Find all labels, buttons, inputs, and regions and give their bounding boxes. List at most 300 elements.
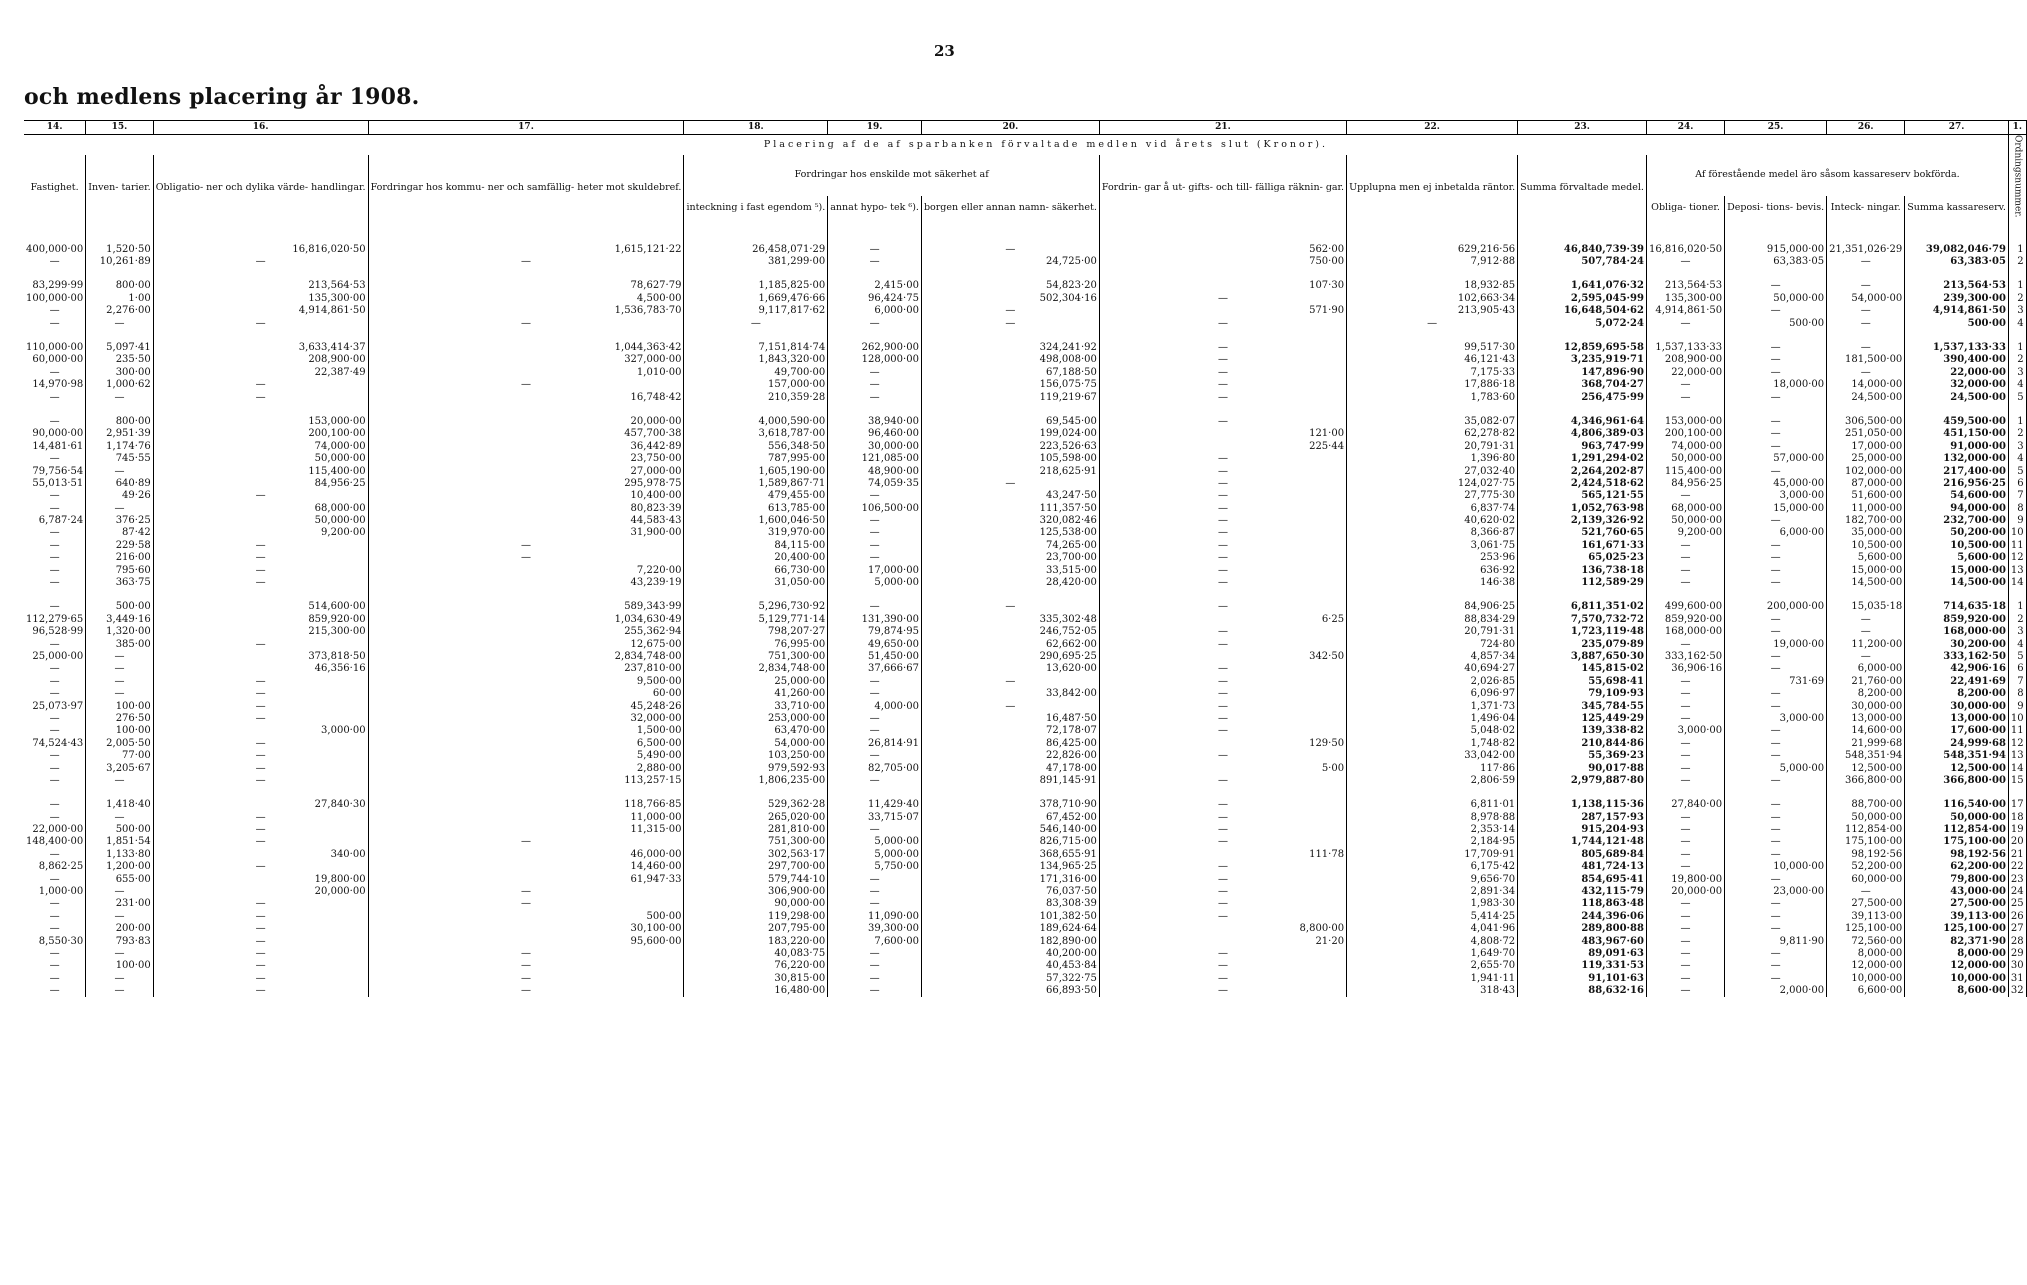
table-cell: 1,496·04 [1347, 712, 1518, 724]
table-cell: — [153, 317, 368, 329]
table-cell: 14 [2008, 762, 2026, 774]
table-cell: — [828, 687, 922, 699]
table-cell: 1 [2008, 280, 2026, 292]
table-cell: 10,500·00 [1827, 539, 1905, 551]
table-cell: — [1099, 774, 1346, 786]
table-cell: — [828, 749, 922, 761]
table-cell: 84,115·00 [684, 539, 828, 551]
table-cell: 1,669,476·66 [684, 292, 828, 304]
table-cell: — [828, 527, 922, 539]
table-cell: — [86, 885, 153, 897]
table-cell: 5,000·00 [1725, 762, 1827, 774]
table-cell: — [153, 712, 368, 724]
table-row [24, 440, 2026, 452]
table-cell: 499,600·00 [1646, 601, 1724, 613]
table-cell: — [1725, 539, 1827, 551]
table-cell: 1,537,133·33 [1646, 341, 1724, 353]
table-cell: 48,900·00 [828, 465, 922, 477]
table-cell: 636·92 [1347, 564, 1518, 576]
table-cell: — [86, 774, 153, 786]
table-cell: 1,000·62 [86, 378, 153, 390]
table-cell: 2,891·34 [1347, 885, 1518, 897]
table-cell: 1 [2008, 415, 2026, 427]
table-cell: 12,000·00 [1827, 960, 1905, 972]
table-cell: 859,920·00 [1905, 613, 2009, 625]
table-cell: 251,050·00 [1827, 428, 1905, 440]
table-cell: — [368, 836, 684, 848]
table-row [24, 552, 2026, 564]
table-cell: 153,000·00 [153, 415, 368, 427]
table-cell: — [153, 923, 368, 935]
table-cell: 11,090·00 [828, 910, 922, 922]
table-cell: 33,515·00 [921, 564, 1099, 576]
table-cell: 102,663·34 [1347, 292, 1518, 304]
table-cell: 199,024·00 [921, 428, 1099, 440]
table-cell: 207,795·00 [684, 923, 828, 935]
table-cell: 68,000·00 [153, 502, 368, 514]
table-cell: — [153, 960, 368, 972]
table-cell: 562·00 [1099, 243, 1346, 255]
table-row [24, 305, 2026, 317]
table-cell: — [1827, 317, 1905, 329]
table-cell: 52,200·00 [1827, 861, 1905, 873]
table-cell: 116,540·00 [1905, 799, 2009, 811]
table-cell: 99,517·30 [1347, 341, 1518, 353]
table-cell: — [1646, 947, 1724, 959]
table-cell: 1,748·82 [1347, 737, 1518, 749]
table-cell: 18,000·00 [1725, 378, 1827, 390]
table-cell: 55,698·41 [1518, 675, 1647, 687]
table-cell: — [1646, 552, 1724, 564]
table-cell: — [1725, 663, 1827, 675]
table-cell: 74,000·00 [153, 440, 368, 452]
table-cell: 5,414·25 [1347, 910, 1518, 922]
table-cell: — [86, 650, 153, 662]
table-cell: 11 [2008, 725, 2026, 737]
table-cell: — [1099, 341, 1346, 353]
table-cell: — [1646, 564, 1724, 576]
table-cell: — [1646, 391, 1724, 403]
table-cell: — [1725, 440, 1827, 452]
table-cell: 35,000·00 [1827, 527, 1905, 539]
table-cell: 1,941·11 [1347, 972, 1518, 984]
table-cell: 751,300·00 [684, 650, 828, 662]
table-cell: 20,000·00 [1646, 885, 1724, 897]
table-row [24, 947, 2026, 959]
table-cell: — [1099, 700, 1346, 712]
table-cell: 61,947·33 [368, 873, 684, 885]
column-number: 24. [1646, 121, 1724, 135]
table-cell: 10,000·00 [1827, 972, 1905, 984]
table-cell: 161,671·33 [1518, 539, 1647, 551]
table-cell: 54,823·20 [921, 280, 1099, 292]
table-cell: 3,000·00 [1646, 725, 1724, 737]
table-cell: 3,887,650·30 [1518, 650, 1647, 662]
table-cell: 3,000·00 [1725, 490, 1827, 502]
table-cell: 500·00 [1905, 317, 2009, 329]
table-cell: 25 [2008, 898, 2026, 910]
table-cell: — [1725, 923, 1827, 935]
table-cell: — [24, 898, 86, 910]
table-cell: — [1725, 391, 1827, 403]
table-cell: 49,700·00 [684, 366, 828, 378]
table-cell: 800·00 [86, 280, 153, 292]
table-cell: 136,738·18 [1518, 564, 1647, 576]
table-row [24, 502, 2026, 514]
table-cell: — [24, 687, 86, 699]
table-cell: 579,744·10 [684, 873, 828, 885]
table-cell: 2,424,518·62 [1518, 477, 1647, 489]
table-cell: 20,000·00 [153, 885, 368, 897]
table-cell: 731·69 [1725, 675, 1827, 687]
table-cell: 385·00 [86, 638, 153, 650]
table-cell: 26 [2008, 910, 2026, 922]
table-row [24, 378, 2026, 390]
table-cell: 157,000·00 [684, 378, 828, 390]
table-cell: — [86, 675, 153, 687]
table-cell: 8 [2008, 502, 2026, 514]
table-cell: 2,834,748·00 [684, 663, 828, 675]
table-cell: 3,449·16 [86, 613, 153, 625]
table-cell: 39,300·00 [828, 923, 922, 935]
table-cell: 89,091·63 [1518, 947, 1647, 959]
table-cell: 39,113·00 [1827, 910, 1905, 922]
table-cell: — [1099, 514, 1346, 526]
table-row [24, 576, 2026, 588]
table-cell: — [1099, 490, 1346, 502]
table-cell: — [24, 799, 86, 811]
table-cell: — [1725, 725, 1827, 737]
table-cell: 5,600·00 [1827, 552, 1905, 564]
table-cell: — [153, 823, 368, 835]
table-cell: — [828, 898, 922, 910]
table-cell: 87,000·00 [1827, 477, 1905, 489]
table-cell: — [1725, 700, 1827, 712]
table-cell: 7 [2008, 490, 2026, 502]
table-cell: 55,369·23 [1518, 749, 1647, 761]
header-summa: Summa förvaltade medel. [1518, 155, 1647, 221]
table-cell: — [1725, 465, 1827, 477]
table-cell: 60·00 [368, 687, 684, 699]
table-cell: 15,000·00 [1725, 502, 1827, 514]
table-cell: 655·00 [86, 873, 153, 885]
table-cell: 11,200·00 [1827, 638, 1905, 650]
table-cell: 121,085·00 [828, 452, 922, 464]
table-cell: — [1646, 317, 1724, 329]
table-cell: 46,356·16 [153, 663, 368, 675]
table-cell: 125,538·00 [921, 527, 1099, 539]
table-cell: 213,564·53 [1905, 280, 2009, 292]
table-cell: 7,151,814·74 [684, 341, 828, 353]
table-cell: — [1099, 539, 1346, 551]
table-cell: 13,000·00 [1905, 712, 2009, 724]
table-cell: 100·00 [86, 960, 153, 972]
table-cell: 333,162·50 [1905, 650, 2009, 662]
table-cell: — [1099, 415, 1346, 427]
table-cell: 1,641,076·32 [1518, 280, 1647, 292]
table-cell: — [1646, 576, 1724, 588]
table-cell: — [1827, 613, 1905, 625]
table-cell: — [1646, 762, 1724, 774]
table-row [24, 873, 2026, 885]
table-cell: — [1099, 576, 1346, 588]
table-cell: 25,000·00 [24, 650, 86, 662]
table-cell: 30 [2008, 960, 2026, 972]
table-cell: 6,600·00 [1827, 984, 1905, 996]
table-row [24, 354, 2026, 366]
table-cell: — [1827, 255, 1905, 267]
table-cell: — [921, 601, 1099, 613]
table-cell: 102,000·00 [1827, 465, 1905, 477]
column-number: 26. [1827, 121, 1905, 135]
table-cell: — [86, 811, 153, 823]
table-cell: 14,500·00 [1905, 576, 2009, 588]
table-cell: — [24, 947, 86, 959]
table-cell: 20 [2008, 836, 2026, 848]
table-cell: — [1099, 638, 1346, 650]
table-cell: 22,000·00 [1905, 366, 2009, 378]
table-cell: 11,315·00 [368, 823, 684, 835]
table-cell: 208,900·00 [1646, 354, 1724, 366]
table-cell: 3 [2008, 440, 2026, 452]
table-cell: 27,000·00 [368, 465, 684, 477]
table-cell: 498,008·00 [921, 354, 1099, 366]
table-cell: 25,073·97 [24, 700, 86, 712]
table-cell: 26,814·91 [828, 737, 922, 749]
table-cell: 500·00 [86, 601, 153, 613]
table-cell: 5,296,730·92 [684, 601, 828, 613]
table-cell: 432,115·79 [1518, 885, 1647, 897]
table-cell: 20,791·31 [1347, 440, 1518, 452]
table-cell: 2 [2008, 255, 2026, 267]
table-cell: 714,635·18 [1905, 601, 2009, 613]
table-cell: — [153, 910, 368, 922]
table-cell: — [921, 305, 1099, 317]
table-cell: 1,520·50 [86, 243, 153, 255]
table-row [24, 972, 2026, 984]
table-cell: 613,785·00 [684, 502, 828, 514]
table-cell: — [1725, 650, 1827, 662]
table-cell: 14,481·61 [24, 440, 86, 452]
table-cell: 88,700·00 [1827, 799, 1905, 811]
table-cell: 200,100·00 [153, 428, 368, 440]
table-cell: — [153, 972, 368, 984]
table-cell: 9,200·00 [1646, 527, 1724, 539]
table-cell: 1,138,115·36 [1518, 799, 1647, 811]
table-cell: 229·58 [86, 539, 153, 551]
table-cell: 231·00 [86, 898, 153, 910]
table-cell: 74,059·35 [828, 477, 922, 489]
table-cell: 72,560·00 [1827, 935, 1905, 947]
table-cell: 320,082·46 [921, 514, 1099, 526]
table-cell: — [1099, 366, 1346, 378]
table-cell: — [86, 391, 153, 403]
table-cell: 213,564·53 [153, 280, 368, 292]
table-cell: 139,338·82 [1518, 725, 1647, 737]
table-cell: 2,979,887·80 [1518, 774, 1647, 786]
table-cell: 40,200·00 [921, 947, 1099, 959]
table-cell: 1,034,630·49 [368, 613, 684, 625]
table-cell: — [153, 687, 368, 699]
table-cell: — [1725, 354, 1827, 366]
table-cell: 7,220·00 [368, 564, 684, 576]
table-cell: 39,082,046·79 [1905, 243, 2009, 255]
table-cell: 750·00 [1099, 255, 1346, 267]
column-number: 16. [153, 121, 368, 135]
table-cell: 724·80 [1347, 638, 1518, 650]
table-cell: — [1646, 737, 1724, 749]
table-cell: — [24, 762, 86, 774]
table-cell: 1,744,121·48 [1518, 836, 1647, 848]
table-cell: 327,000·00 [368, 354, 684, 366]
group-spacer [24, 329, 2026, 341]
table-cell: 368,704·27 [1518, 378, 1647, 390]
table-cell: — [1646, 490, 1724, 502]
table-cell: 2,595,045·99 [1518, 292, 1647, 304]
table-cell: — [1099, 972, 1346, 984]
table-cell: 805,689·84 [1518, 848, 1647, 860]
table-cell: 30,000·00 [1905, 700, 2009, 712]
table-cell: — [1725, 626, 1827, 638]
group-spacer [24, 589, 2026, 601]
table-cell: 306,900·00 [684, 885, 828, 897]
table-cell: — [368, 947, 684, 959]
table-cell: 793·83 [86, 935, 153, 947]
table-cell: — [1646, 935, 1724, 947]
table-cell: 74,000·00 [1646, 440, 1724, 452]
table-cell: 23 [2008, 873, 2026, 885]
table-cell: 210,359·28 [684, 391, 828, 403]
table-cell: 124,027·75 [1347, 477, 1518, 489]
table-cell: — [1725, 366, 1827, 378]
table-cell: 16,648,504·62 [1518, 305, 1647, 317]
table-cell: 82,705·00 [828, 762, 922, 774]
table-cell: — [153, 378, 368, 390]
table-cell: 5,097·41 [86, 341, 153, 353]
table-cell: 33,842·00 [921, 687, 1099, 699]
table-cell: 2,834,748·00 [368, 650, 684, 662]
table-row [24, 280, 2026, 292]
table-cell: — [921, 243, 1099, 255]
table-cell: 2,806·59 [1347, 774, 1518, 786]
table-row [24, 675, 2026, 687]
table-cell: 1,843,320·00 [684, 354, 828, 366]
table-cell: 14 [2008, 576, 2026, 588]
table-cell: 17 [2008, 799, 2026, 811]
table-cell: 529,362·28 [684, 799, 828, 811]
table-cell: — [24, 305, 86, 317]
table-cell: 175,100·00 [1905, 836, 2009, 848]
table-cell: 51,600·00 [1827, 490, 1905, 502]
table-cell: 100,000·00 [24, 292, 86, 304]
table-cell: 10,500·00 [1905, 539, 2009, 551]
table-row [24, 477, 2026, 489]
table-cell: 11 [2008, 539, 2026, 551]
table-cell: 94,000·00 [1905, 502, 2009, 514]
table-cell: 54,600·00 [1905, 490, 2009, 502]
table-cell: 4 [2008, 452, 2026, 464]
table-cell: 800·00 [86, 415, 153, 427]
table-cell: 51,450·00 [828, 650, 922, 662]
table-cell: — [1827, 280, 1905, 292]
table-cell: 1,783·60 [1347, 391, 1518, 403]
table-cell: 8,550·30 [24, 935, 86, 947]
table-cell: 246,752·05 [921, 626, 1099, 638]
table-cell: 2 [2008, 428, 2026, 440]
table-cell: 14,970·98 [24, 378, 86, 390]
table-cell: — [24, 811, 86, 823]
table-cell: — [24, 638, 86, 650]
table-row [24, 712, 2026, 724]
table-row [24, 663, 2026, 675]
table-cell: 96,528·99 [24, 626, 86, 638]
table-cell: — [828, 725, 922, 737]
table-cell: 235·50 [86, 354, 153, 366]
table-cell: 13,000·00 [1827, 712, 1905, 724]
table-cell: — [1646, 255, 1724, 267]
table-cell: 98,192·56 [1905, 848, 2009, 860]
table-cell: 29 [2008, 947, 2026, 959]
table-cell: — [24, 415, 86, 427]
table-cell: 23,750·00 [368, 452, 684, 464]
header-inteckning: inteckning i fast egendom ⁵). [684, 196, 828, 221]
table-cell: 100·00 [86, 700, 153, 712]
table-cell: 4,041·96 [1347, 923, 1518, 935]
table-cell: 232,700·00 [1905, 514, 2009, 526]
table-cell: 19,800·00 [1646, 873, 1724, 885]
table-cell: 21,760·00 [1827, 675, 1905, 687]
table-cell: 6,175·42 [1347, 861, 1518, 873]
table-cell: 9 [2008, 514, 2026, 526]
table-cell: 16,487·50 [921, 712, 1099, 724]
table-cell: — [1725, 811, 1827, 823]
table-cell: 90,017·88 [1518, 762, 1647, 774]
table-cell: 4,914,861·50 [153, 305, 368, 317]
table-cell: — [828, 490, 922, 502]
table-cell: 12 [2008, 552, 2026, 564]
table-cell: 19 [2008, 823, 2026, 835]
table-cell: 10,000·00 [1905, 972, 2009, 984]
table-cell: — [1646, 638, 1724, 650]
table-cell: 54,000·00 [684, 737, 828, 749]
table-cell: 39,113·00 [1905, 910, 2009, 922]
table-cell: 134,965·25 [921, 861, 1099, 873]
table-cell: — [153, 490, 368, 502]
table-cell: 105,598·00 [921, 452, 1099, 464]
table-cell: 147,896·90 [1518, 366, 1647, 378]
table-cell: — [1099, 675, 1346, 687]
table-cell: 46,000·00 [368, 848, 684, 860]
table-cell: 40,083·75 [684, 947, 828, 959]
table-cell: 32 [2008, 984, 2026, 996]
table-cell: 24,725·00 [921, 255, 1099, 267]
table-cell: — [921, 317, 1099, 329]
table-cell: — [828, 712, 922, 724]
table-cell: 38,940·00 [828, 415, 922, 427]
table-cell: — [86, 984, 153, 996]
table-cell: 479,455·00 [684, 490, 828, 502]
table-cell: — [24, 576, 86, 588]
table-cell: — [1725, 823, 1827, 835]
table-cell: — [1725, 514, 1827, 526]
table-cell: 3,235,919·71 [1518, 354, 1647, 366]
table-row [24, 700, 2026, 712]
table-cell: — [1099, 823, 1346, 835]
table-cell: 107·30 [1099, 280, 1346, 292]
table-cell: 483,967·60 [1518, 935, 1647, 947]
table-cell: 24 [2008, 885, 2026, 897]
column-number: 17. [368, 121, 684, 135]
